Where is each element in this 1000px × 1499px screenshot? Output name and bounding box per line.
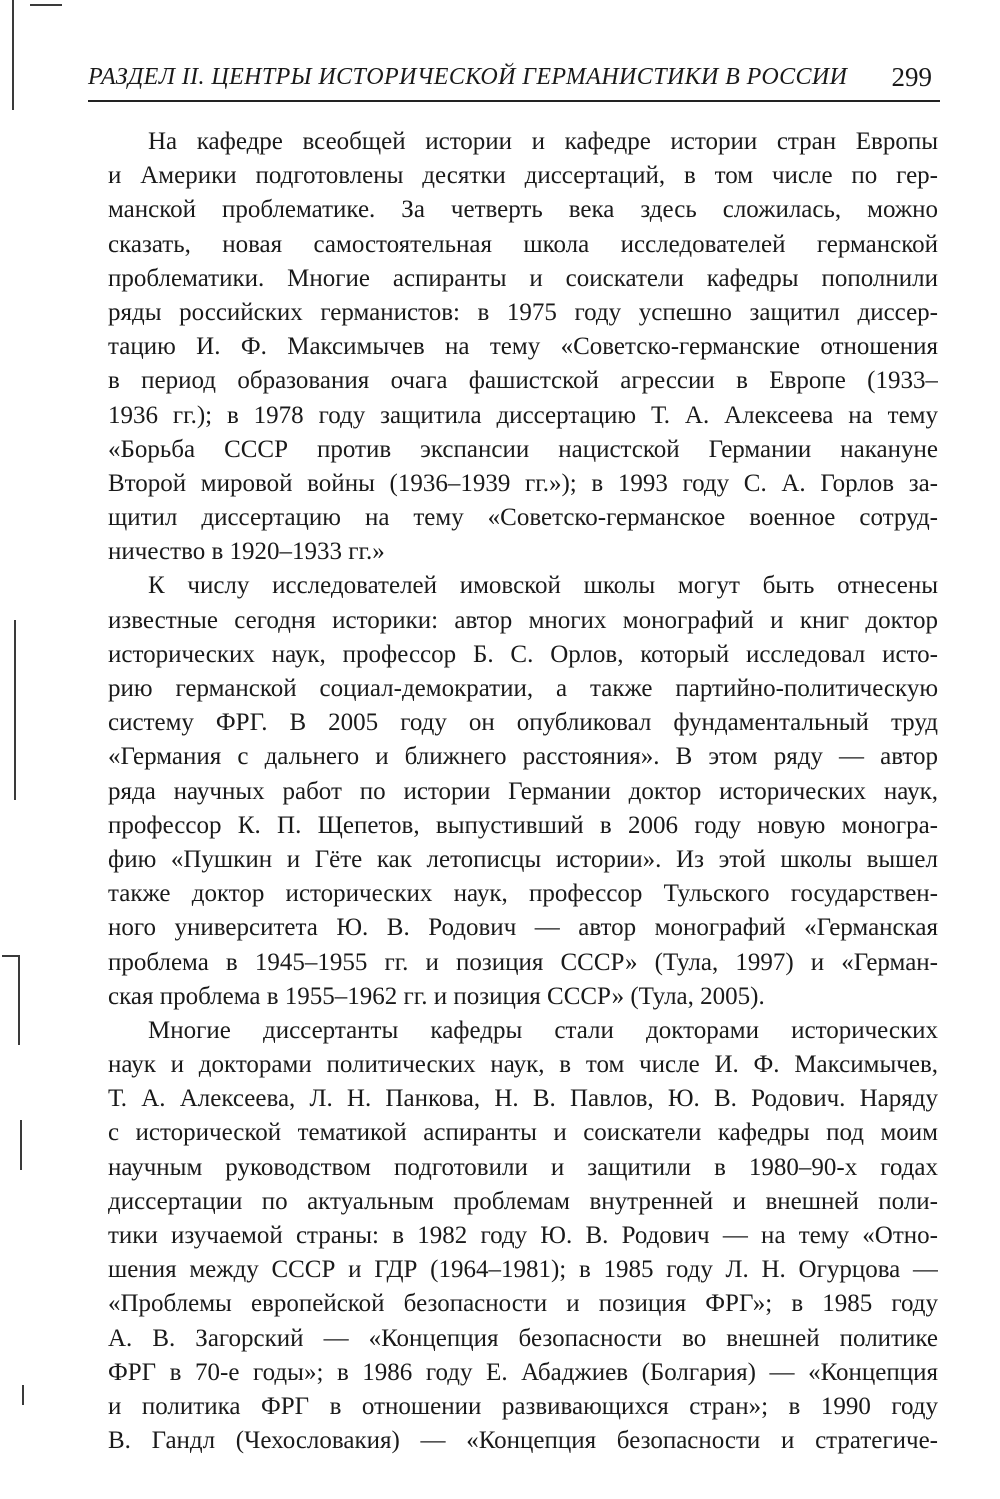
- text-line: исторических наук, профессор Б. С. Орлов, который исследовал исто-: [108, 640, 938, 668]
- text-line: известные сегодня историки: автор многих монографий и книг доктор: [108, 606, 938, 634]
- text-line: Второй мировой войны (1936–1939 гг.»); в 1993 году С. А. Горлов за-: [108, 469, 938, 497]
- body-text: [108, 125, 938, 1458]
- text-line: ряда научных работ по истории Германии доктор исторических наук,: [108, 777, 938, 805]
- text-line: Многие диссертанты кафедры стали докторами исторических: [148, 1016, 938, 1044]
- scan-edge-line-foot: [22, 1385, 24, 1405]
- text-line: ФРГ в 70-е годы»; в 1986 году Е. Абаджиев (Болгария) — «Концепция: [108, 1358, 938, 1386]
- text-line: На кафедре всеобщей истории и кафедре истории стран Европы: [148, 128, 938, 155]
- paragraph-2: [108, 569, 938, 1013]
- text-line: ская проблема в 1955–1962 гг. и позиция СССР» (Тула, 2005).: [108, 982, 765, 1010]
- text-line: «Проблемы европейской безопасности и позиция ФРГ»; в 1985 году: [108, 1290, 938, 1318]
- paragraph-3: [108, 1014, 938, 1458]
- text-line: шения между СССР и ГДР (1964–1981); в 1985 году Л. Н. Огурцова —: [108, 1256, 938, 1284]
- text-line: К числу исследователей имовской школы могут быть отнесены: [148, 572, 938, 600]
- text-line: тики изучаемой страны: в 1982 году Ю. В. Родович — на тему «Отно-: [108, 1222, 938, 1249]
- running-title: РАЗДЕЛ II. ЦЕНТРЫ ИСТОРИЧЕСКОЙ ГЕРМАНИСТИКИ В РОССИИ: [88, 64, 848, 90]
- text-line: В. Гандл (Чехословакия) — «Концепция безопасности и стратегиче-: [108, 1427, 938, 1455]
- paragraph-1: [108, 125, 938, 569]
- text-line: и Америки подготовлены десятки диссертаций, в том числе по гер-: [108, 162, 938, 190]
- text-line: также доктор исторических наук, профессор Тульского государствен-: [108, 880, 938, 908]
- text-line: ряды российских германистов: в 1975 году успешно защитил диссер-: [108, 298, 938, 326]
- text-line: Т. А. Алексеева, Л. Н. Панкова, Н. В. Павлов, Ю. В. Родович. Наряду: [108, 1085, 938, 1113]
- text-line: профессор К. П. Щепетов, выпустивший в 2006 году новую моногра-: [108, 811, 938, 839]
- text-line: в период образования очага фашистской агрессии в Европе (1933–: [108, 367, 938, 395]
- text-line: тацию И. Ф. Максимычев на тему «Советско-германские отношения: [108, 333, 938, 361]
- text-line: ничество в 1920–1933 гг.»: [108, 538, 385, 566]
- text-line: наук и докторами политических наук, в том числе И. Ф. Максимычев,: [108, 1051, 938, 1079]
- text-line: с исторической тематикой аспиранты и соискатели кафедры под моим: [108, 1119, 938, 1147]
- text-line: 1936 гг.); в 1978 году защитила диссертацию Т. А. Алексеева на тему: [108, 401, 938, 429]
- scan-edge-line-bottom: [20, 1120, 22, 1170]
- text-line: научным руководством подготовили и защитили в 1980–90-х годах: [108, 1153, 938, 1181]
- page-header: [88, 60, 940, 102]
- text-line: рию германской социал-демократии, а также партийно-политическую: [108, 675, 938, 702]
- text-line: «Борьба СССР против экспансии нацистской Германии накануне: [108, 435, 938, 463]
- text-line: фию «Пушкин и Гёте как летописцы истории». Из этой школы вышел: [108, 845, 938, 873]
- text-line: систему ФРГ. В 2005 году он опубликовал фундаментальный труд: [108, 709, 938, 737]
- text-line: сказать, новая самостоятельная школа исследователей германской: [108, 230, 938, 258]
- text-line: диссертации по актуальным проблемам внутренней и внешней поли-: [108, 1187, 938, 1215]
- scan-edge-line-lower: [18, 955, 20, 1045]
- text-line: проблематики. Многие аспиранты и соискатели кафедры пополнили: [108, 264, 938, 292]
- scan-edge-line-middle: [14, 620, 16, 800]
- text-line: проблема в 1945–1955 гг. и позиция СССР» (Тула, 1997) и «Герман-: [108, 948, 938, 976]
- page-number: 299: [891, 62, 932, 92]
- text-line: «Германия с дальнего и ближнего расстояния». В этом ряду — автор: [108, 743, 938, 771]
- text-line: щитил диссертацию на тему «Советско-германское военное сотруд-: [108, 504, 938, 532]
- scan-top-mark: [30, 4, 62, 6]
- text-line: ного университета Ю. В. Родович — автор монографий «Германская: [108, 914, 938, 942]
- text-line: и политика ФРГ в отношении развивающихся стран»; в 1990 году: [108, 1392, 938, 1420]
- text-line: манской проблематике. За четверть века здесь сложилась, можно: [108, 196, 938, 224]
- text-line: А. В. Загорский — «Концепция безопасности во внешней политике: [108, 1324, 938, 1352]
- scan-edge-line-top: [12, 0, 14, 110]
